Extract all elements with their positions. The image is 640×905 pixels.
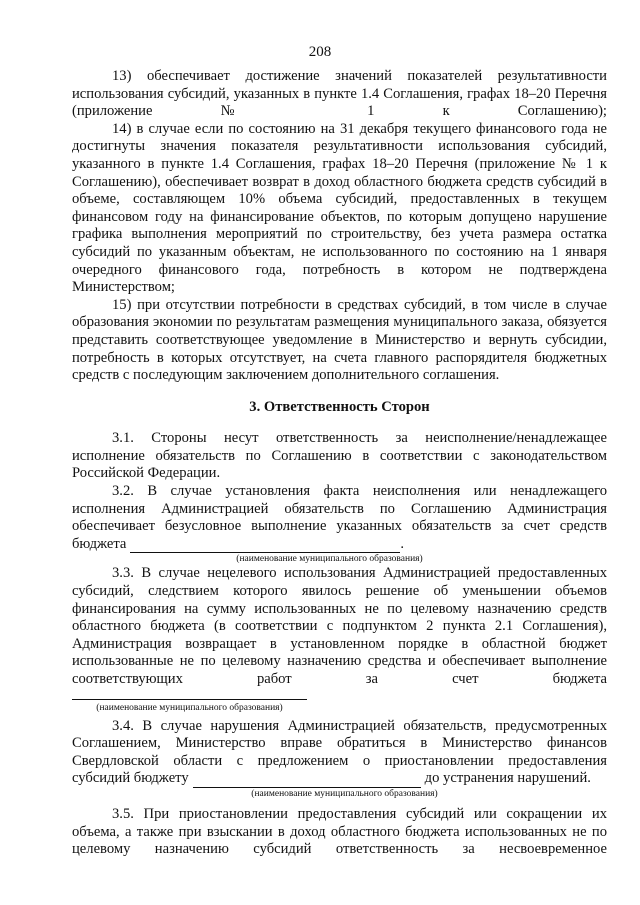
clause-3-4-blank-row [72,770,607,788]
clause-3-2-tail-word: бюджета [72,535,127,552]
clause-3-2: 3.2. В случае установления факта неисполнения или ненадлежащего исполнения Администрацией обязательств по Соглашению Администрация обеспечивает безусловное выполнение указанных обязательств за счет средств [72,483,607,535]
clause-3-5: 3.5. При приостановлении предоставления субсидий или сокращении их объема, а также при взыскании в доход областного бюджета использованных не по целевому назначению субсидий ответственность за несвоевременное [72,805,607,858]
clause-3-4-tail: до устранения нарушений. [424,770,591,787]
item-13: 13) обеспечивает достижение значений показателей результативности использования субсидий, указанных в пункте 1.4 Соглашения, графах 18–20 Перечня (приложение № 1 к Соглашению); [72,68,607,120]
clause-3-4: 3.4. В случае нарушения Администрацией обязательств, предусмотренных Соглашением, Министерство вправе обратиться в Министерство финансов Свердловской области с предложением о приостановлении предоставления [72,717,607,769]
period-mark: . [400,535,405,552]
municipality-blank-2 [193,773,421,788]
item-14: 14) в случае если по состоянию на 31 декабря текущего финансового года не достигнуты значения показателя результативности использования субсидий, указанного в пункте 1.4 Соглашения, графах 18–20 Перечня (приложение № 1 к Соглашению), обеспечивает возврат в доход областного бюджета средств субсидий в объеме, составляющем 10% объема субсидий, предоставленных в текущем финансовом году на финансирование объектов, по которым допущено нарушение графика выполнения мероприятий по строительству, без учета размера остатка субсидий по указанным объектам, не использованного по состоянию на 1 января очередного финансового года, потребность в котором не подтверждена Министерством; [72,120,607,296]
item-15: 15) при отсутствии потребности в средствах субсидий, в том числе в случае образования экономии по результатам размещения муниципального заказа, обязуется представить соответствующее уведомление в Министерство и вернуть субсидии, потребность в которых отсутствует, на счета главного распорядителя бюджетных средств с последующим заключением дополнительного соглашения. [72,296,607,384]
section-heading: 3. Ответственность Сторон [249,398,430,415]
clause-3-3: 3.3. В случае нецелевого использования Администрацией предоставленных субсидий, следствием которого явилось решение об уменьшении объемов финансирования на сумму использованных не по целевому назначению средств областного бюджета (в соответствии с подпунктом 2 пункта 2.1 Соглашения), Администрация возвращает в установленном порядке в областной бюджет использованные не по целевому назначению средства и обеспечивает выполнение соответствующих работ за счет бюджета [72,565,607,687]
caption-municipality-3: (наименование муниципального образования) [251,788,438,799]
clause-3-4-lead: субсидий бюджету [72,770,189,787]
caption-municipality-2: (наименование муниципального образования) [72,699,307,714]
clause-3-2-blank-row [72,536,607,554]
caption-municipality-1: (наименование муниципального образования) [236,554,423,565]
clause-3-1: 3.1. Стороны несут ответственность за неисполнение/ненадлежащее исполнение обязательств по Соглашению в соответствии с законодательством Российской Федерации. [72,430,607,482]
municipality-blank-1 [130,538,400,553]
page-number: 208 [308,44,332,60]
document-body [72,68,607,859]
